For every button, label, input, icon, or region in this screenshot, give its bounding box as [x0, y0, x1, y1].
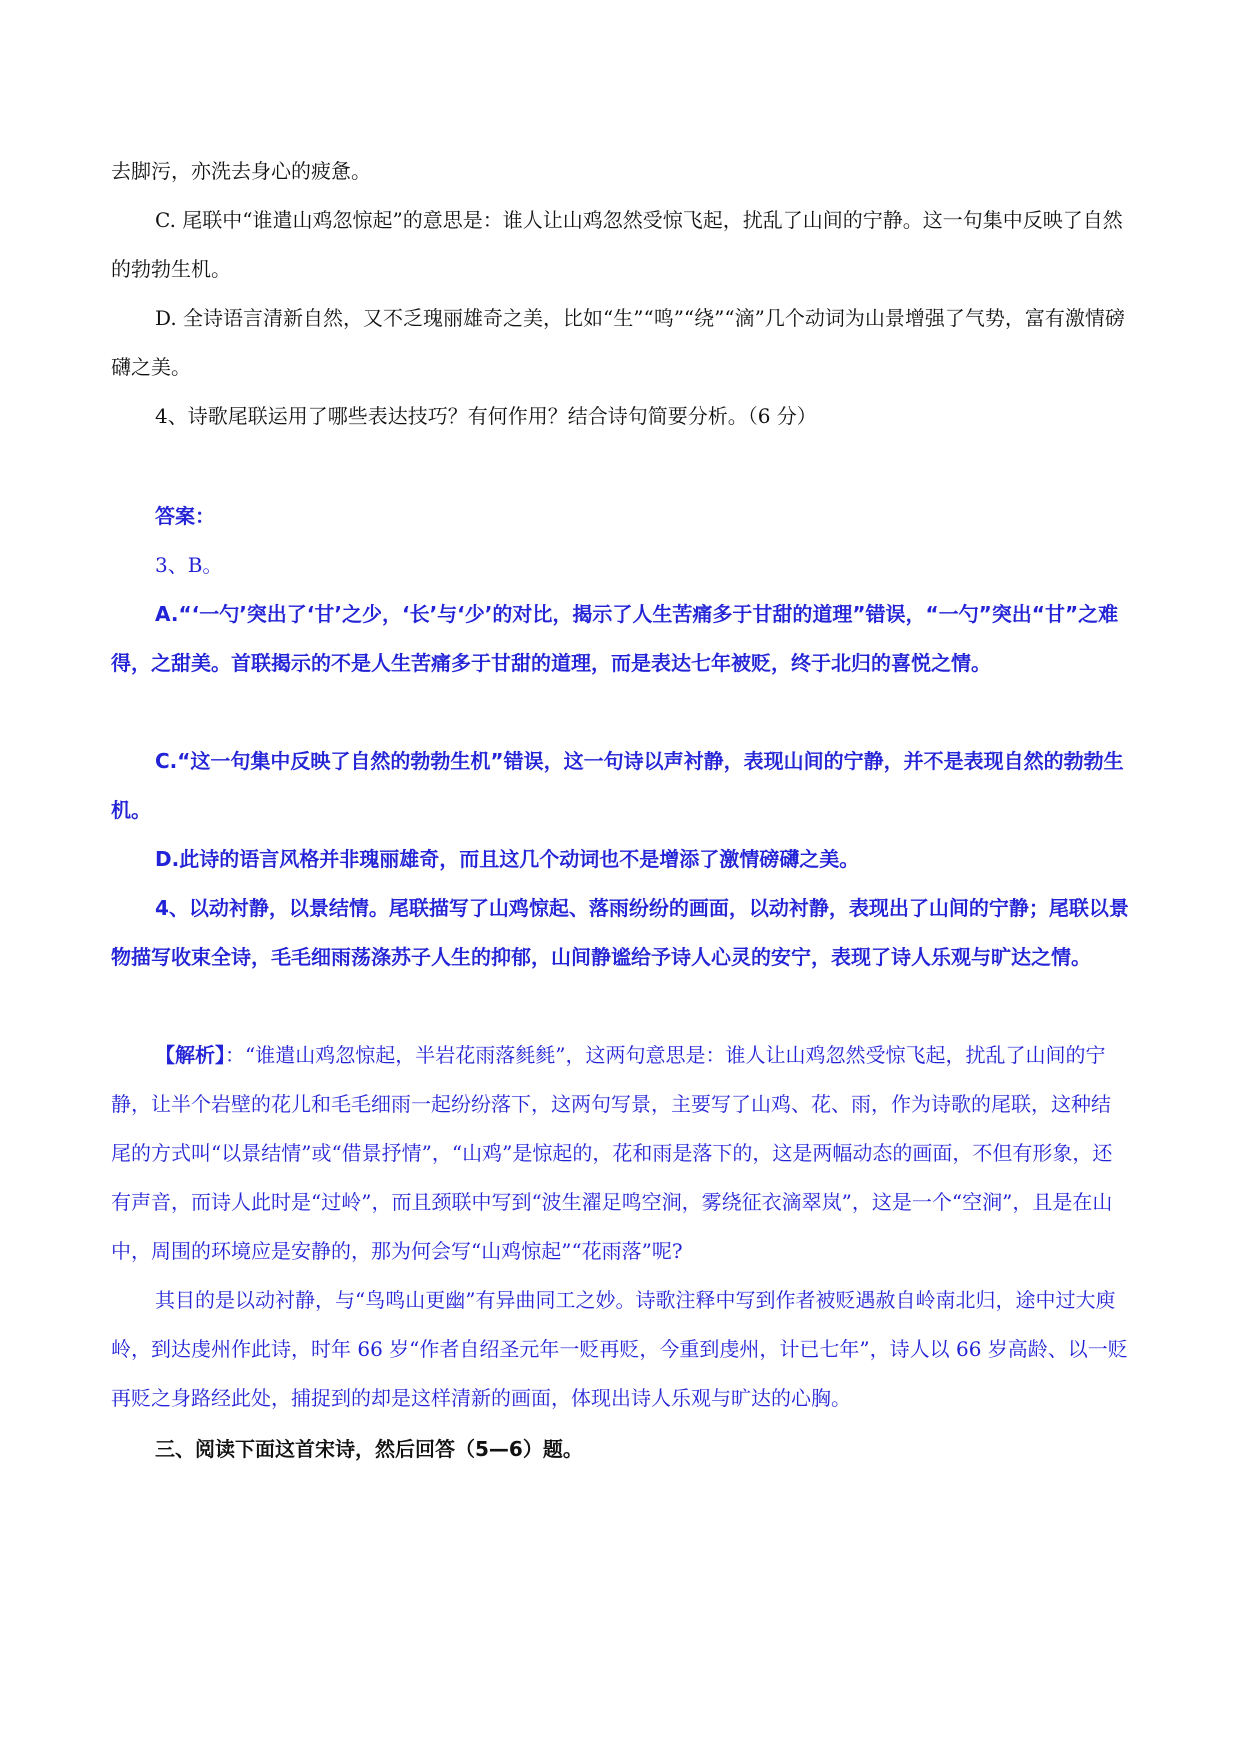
question-4: 4、诗歌尾联运用了哪些表达技巧？有何作用？结合诗句简要分析。（6 分） [155, 404, 817, 428]
analysis-label: 【解析】 [155, 1043, 225, 1067]
answer-option-c: C.“这一句集中反映了自然的勃勃生机”错误，这一句诗以声衬静，表现山间的宁静，并不是表现自然的勃勃生机。 [111, 749, 1124, 822]
section-3-heading: 三、阅读下面这首宋诗，然后回答（5—6）题。 [155, 1437, 583, 1461]
answer-q3: 3、B。 [155, 553, 223, 577]
answer-option-a: A.“‘一勺’突出了‘甘’之少，‘长’与‘少’的对比，揭示了人生苦痛多于甘甜的道理”错误，“一勺”突出“甘”之难得，之甜美。首联揭示的不是人生苦痛多于甘甜的道理，而是表达七年被贬，终于北归的喜悦之情。 [111, 602, 1119, 675]
option-c: C. 尾联中“谁遣山鸡忽惊起”的意思是：谁人让山鸡忽然受惊飞起，扰乱了山间的宁静。这一句集中反映了自然的勃勃生机。 [111, 208, 1123, 281]
answer-option-d: D.此诗的语言风格并非瑰丽雄奇，而且这几个动词也不是增添了激情磅礴之美。 [155, 847, 860, 871]
answer-heading: 答案： [155, 504, 215, 528]
option-d: D. 全诗语言清新自然，又不乏瑰丽雄奇之美，比如“生”“鸣”“绕”“滴”几个动词为山景增强了气势，富有激情磅礴之美。 [111, 306, 1125, 379]
answer-q4: 4、以动衬静，以景结情。尾联描写了山鸡惊起、落雨纷纷的画面，以动衬静，表现出了山间的宁静；尾联以景物描写收束全诗，毛毛细雨荡涤苏子人生的抑郁，山间静谧给予诗人心灵的安宁，表现了诗人乐观与旷达之情。 [111, 896, 1129, 969]
analysis-text-1: ：“谁遣山鸡忽惊起，半岩花雨落毵毵”，这两句意思是：谁人让山鸡忽然受惊飞起，扰乱了山间的宁静，让半个岩壁的花儿和毛毛细雨一起纷纷落下，这两句写景，主要写了山鸡、花、雨，作为诗歌的尾联，这种结尾的方式叫“以景结情”或“借景抒情”，“山鸡”是惊起的，花和雨是落下的，这是两幅动态的画面，不但有形象，还有声音，而诗人此时是“过岭”，而且颈联中写到“波生濯足鸣空涧，雾绕征衣滴翠岚”，这是一个“空涧”，且是在山中，周围的环境应是安静的，那为何会写“山鸡惊起”“花雨落”呢? [111, 1043, 1113, 1263]
continued-paragraph: 去脚污，亦洗去身心的疲惫。 [111, 159, 371, 183]
analysis-paragraph-1 [111, 1031, 1129, 1276]
analysis-paragraph-2: 其目的是以动衬静，与“鸟鸣山更幽”有异曲同工之妙。诗歌注释中写到作者被贬遇赦自岭南北归，途中过大庾岭，到达虔州作此诗，时年 66 岁“作者自绍圣元年一贬再贬，今重到虔州，计已七年”，诗人以 66 岁高龄、以一贬再贬之身路经此处，捕捉到的却是这样清新的画面，体现出诗人乐观与旷达的心胸。 [111, 1288, 1128, 1410]
